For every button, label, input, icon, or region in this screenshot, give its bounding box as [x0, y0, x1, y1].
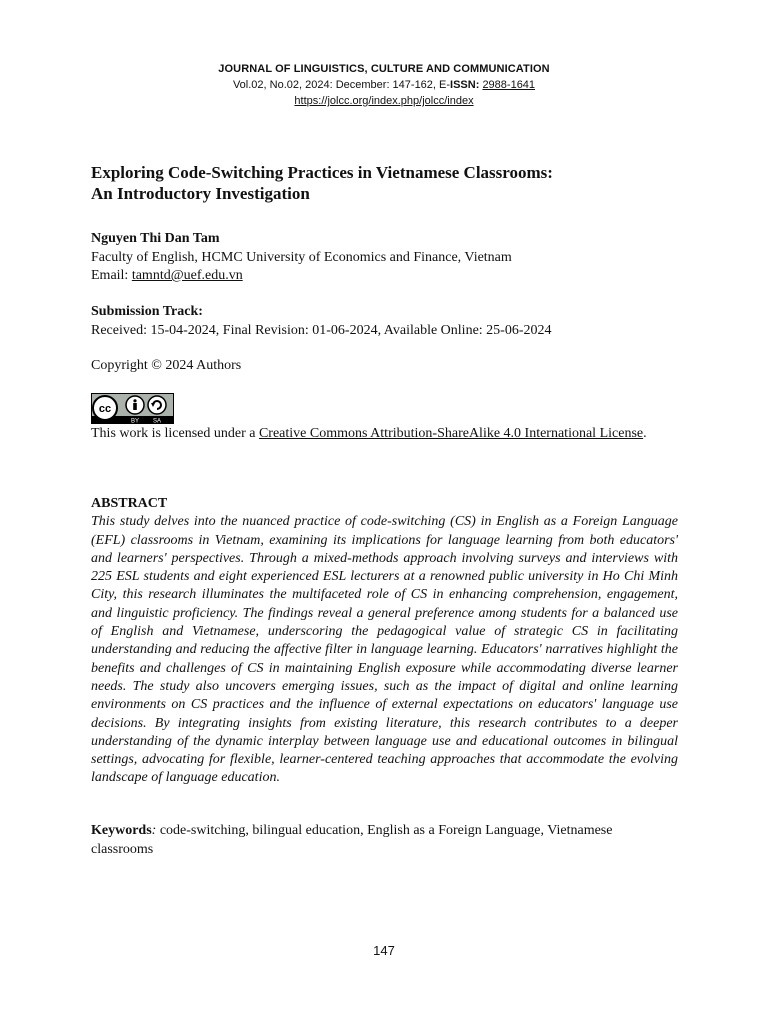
- cc-text: cc: [98, 403, 112, 415]
- title-line-2: An Introductory Investigation: [91, 184, 310, 203]
- journal-url-link[interactable]: https://jolcc.org/index.php/jolcc/index: [294, 95, 474, 107]
- keywords-label: Keywords: [91, 823, 152, 838]
- submission-track: [91, 303, 678, 340]
- keywords-text: code-switching, bilingual education, English as a Foreign Language, Vietnamese classrooms: [91, 823, 613, 857]
- license-suffix: .: [643, 426, 647, 441]
- cc-by-sa-license-icon[interactable]: [91, 393, 174, 424]
- keywords-separator: :: [151, 823, 160, 838]
- keywords-section: [91, 822, 678, 859]
- author-email-line: [91, 267, 678, 286]
- journal-header: [0, 61, 768, 109]
- abstract-body: This study delves into the nuanced practice of code-switching (CS) in English as a Foreign Language (EFL) classrooms in Vietnam, examining its implications for language learning from both educators' and learners' perspectives. Through a mixed-methods approach involving surveys and interviews with 225 ESL students and eight experienced ESL lecturers at a renowned public university in Ho Chi Minh City, this research illuminates the multifaceted role of CS in enhancing comprehension, engagement, and linguistic proficiency. The findings reveal a general preference among students for a balanced use of English and Vietnamese, underscoring the pedagogical value of strategic CS in facilitating understanding and reducing the affective filter in language learning. Educators' narratives highlight the benefits and challenges of CS in maintaining English exposure while accommodating diverse learner needs. The study also uncovers emerging issues, such as the impact of digital and online learning environments on CS practices and the influence of external expectations on educators' language use decisions. By integrating insights from existing literature, this research contributes to a deeper understanding of the dynamic interplay between language use and educational outcomes in bilingual settings, advocating for flexible, learner-centered teaching approaches that accommodate the evolving landscape of language education.: [91, 514, 678, 786]
- author-affiliation: Faculty of English, HCMC University of Economics and Finance, Vietnam: [91, 249, 512, 265]
- license-prefix: This work is licensed under a: [91, 426, 259, 441]
- by-text: BY: [130, 418, 140, 424]
- journal-name: JOURNAL OF LINGUISTICS, CULTURE AND COMMUNICATION: [218, 63, 550, 75]
- abstract-heading: ABSTRACT: [91, 496, 168, 511]
- volume-info-line: [0, 77, 768, 93]
- sa-sharealike-icon: [148, 396, 166, 414]
- submission-label: Submission Track:: [91, 304, 203, 319]
- issn-link[interactable]: 2988-1641: [482, 79, 536, 91]
- copyright-notice: Copyright © 2024 Authors: [91, 358, 242, 373]
- article-title: [91, 162, 678, 204]
- page-number: 147: [373, 943, 395, 958]
- email-label: Email:: [91, 268, 132, 283]
- issn-label: ISSN:: [450, 79, 480, 91]
- license-statement: [91, 425, 678, 444]
- author-name: Nguyen Thi Dan Tam: [91, 231, 220, 246]
- sa-text: SA: [152, 418, 162, 424]
- author-block: [91, 230, 678, 286]
- submission-dates: Received: 15-04-2024, Final Revision: 01-06-2024, Available Online: 25-06-2024: [91, 322, 552, 338]
- abstract-section: [91, 495, 678, 788]
- license-link[interactable]: Creative Commons Attribution-ShareAlike 4.0 International License: [258, 426, 644, 441]
- volume-info: Vol.02, No.02, 2024: December: 147-162, E-: [232, 79, 451, 91]
- title-line-1: Exploring Code-Switching Practices in Vietnamese Classrooms:: [91, 163, 553, 182]
- email-link[interactable]: tamntd@uef.edu.vn: [131, 268, 243, 283]
